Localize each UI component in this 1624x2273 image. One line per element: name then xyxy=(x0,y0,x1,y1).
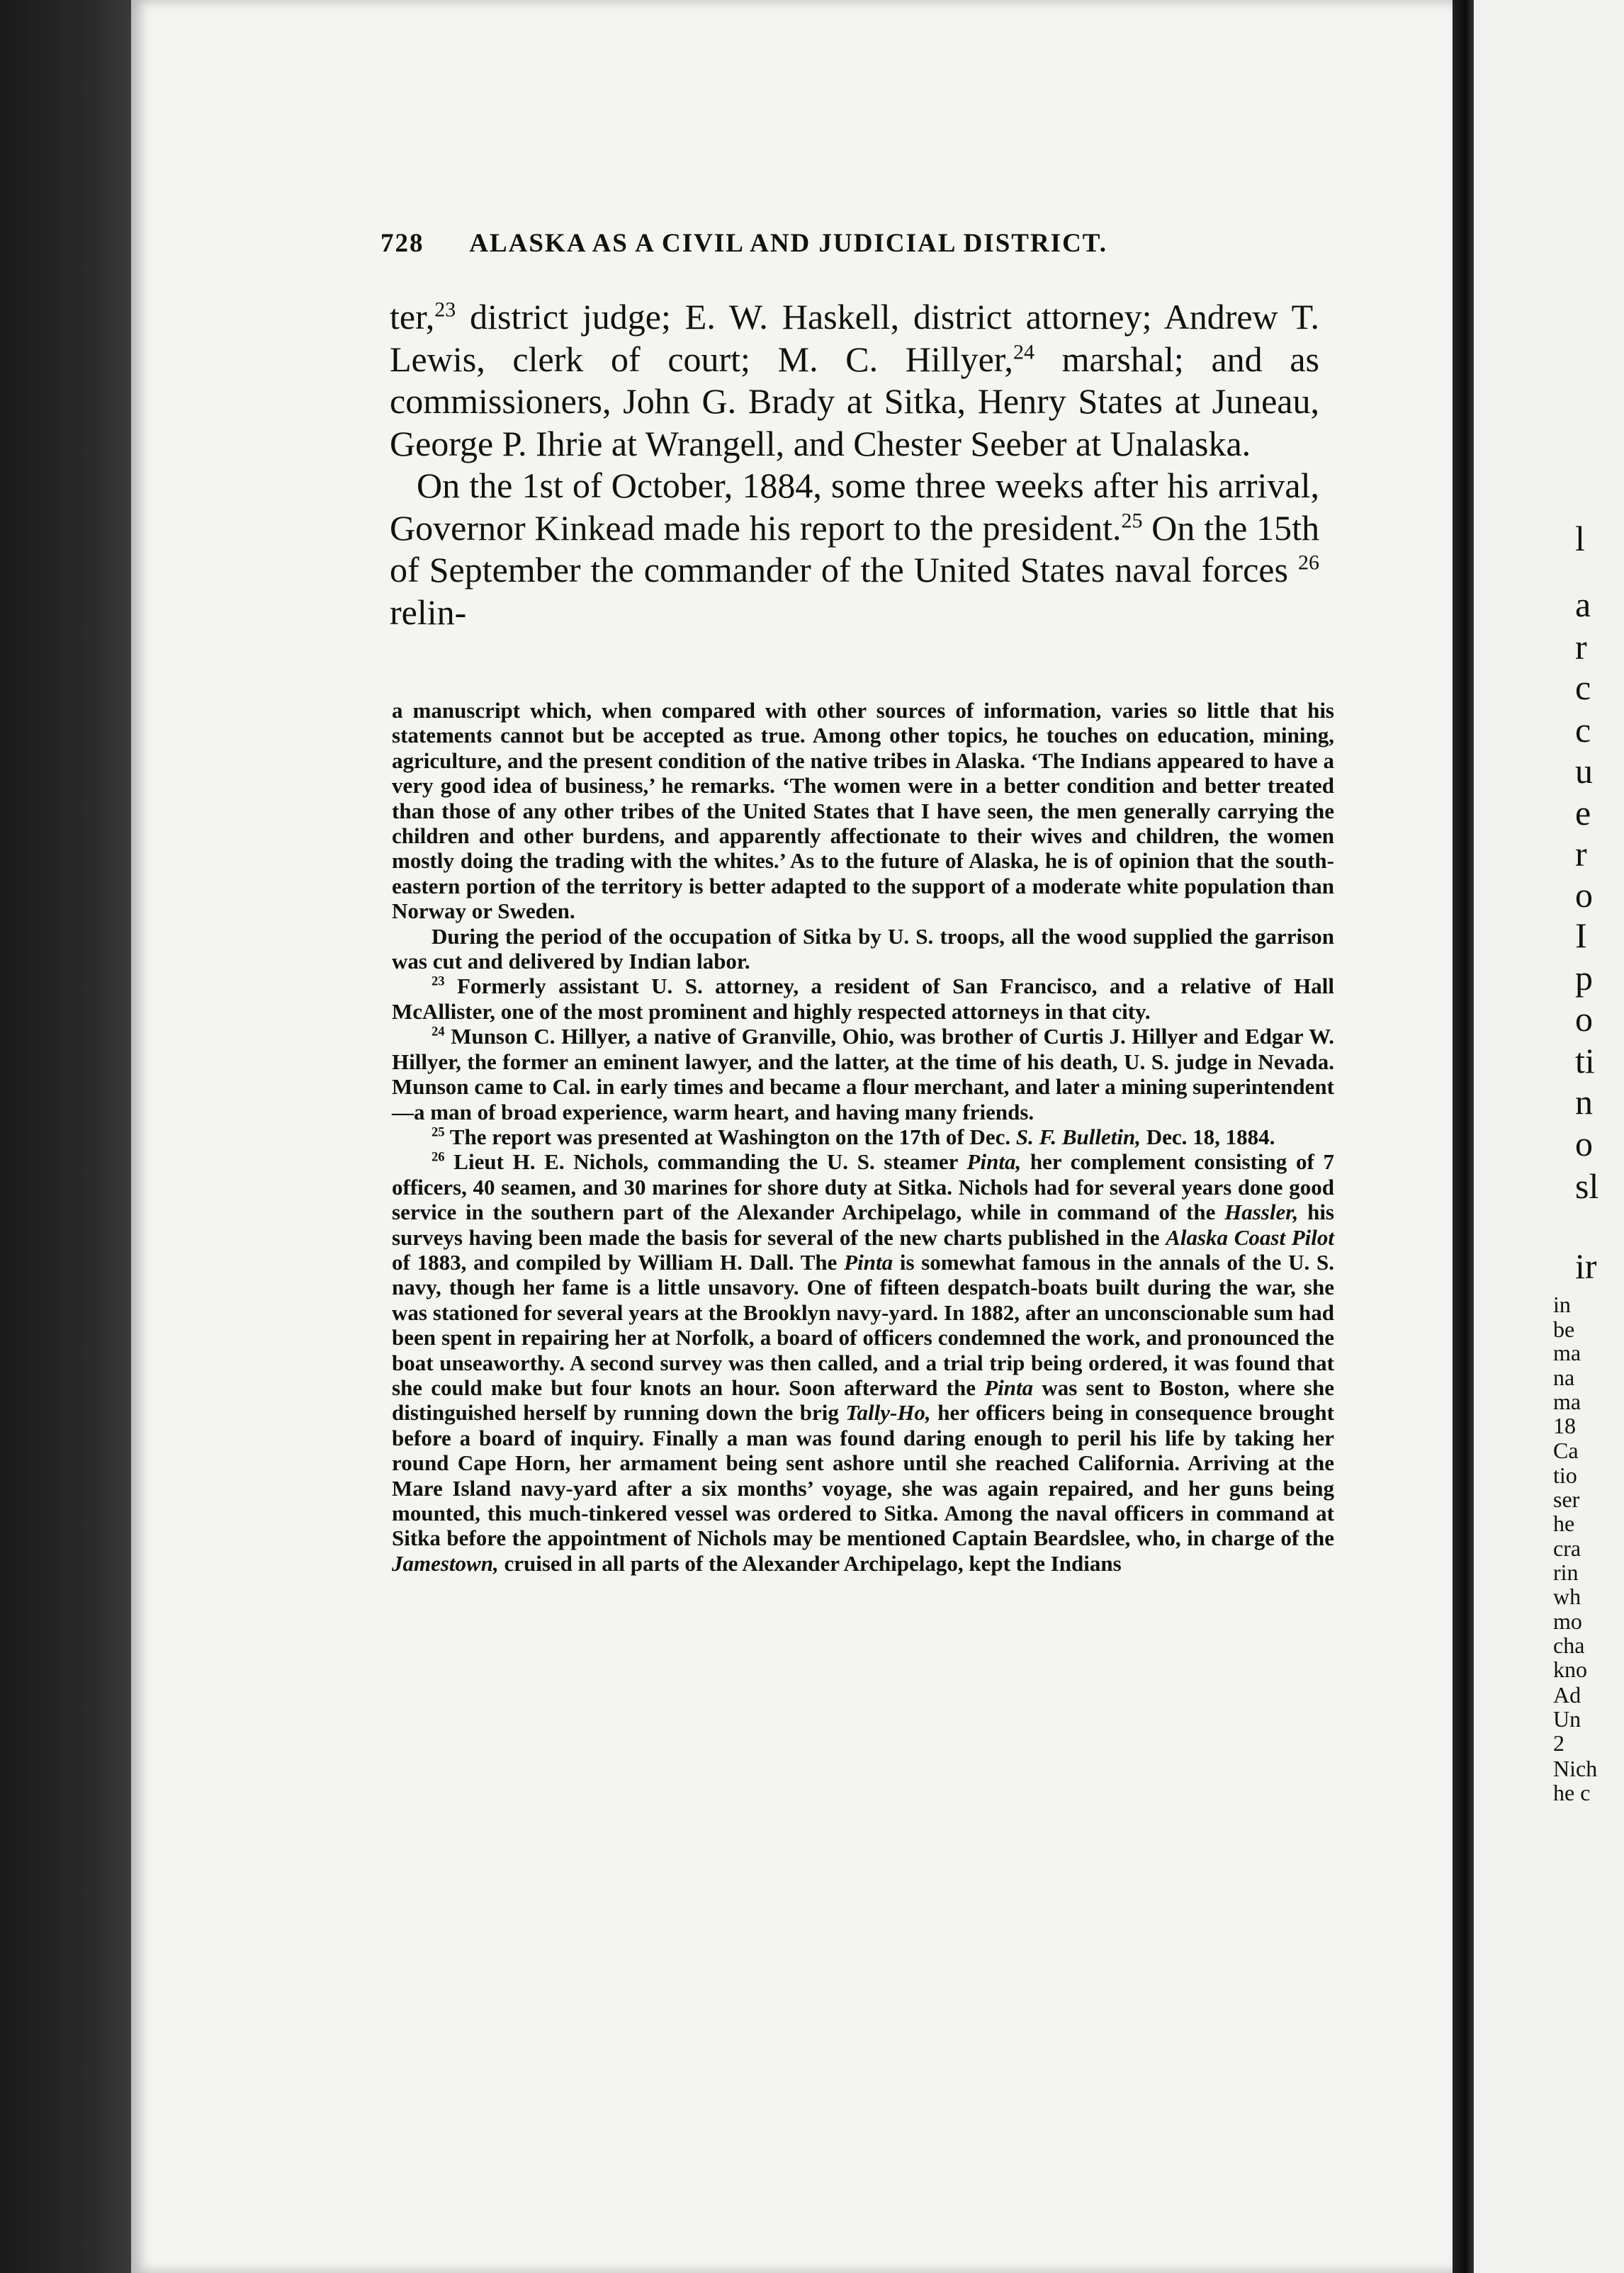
facing-page-fragment: I xyxy=(1575,915,1587,955)
facing-page-fragment: n xyxy=(1575,1082,1593,1122)
facing-page-fragment: rin xyxy=(1553,1559,1579,1585)
footnote-mark: 26 xyxy=(432,1149,445,1165)
facing-page-fragment: l xyxy=(1575,519,1585,558)
facing-page-fragment: tio xyxy=(1553,1462,1577,1488)
facing-page-edge xyxy=(1474,0,1624,2273)
text-run: was sent to Boston, where she distinguished herself by running down the brig xyxy=(392,1375,1334,1426)
facing-page-fragment: e xyxy=(1575,793,1591,833)
text-run: Lieut H. E. Nichols, commanding the U. S. steamer xyxy=(444,1149,967,1175)
facing-page-fragment: ma xyxy=(1553,1389,1581,1414)
text-run: her officers being in consequence brought before a board of inquiry. Finally a man was found daring enough to peril his life by taking her round Cape Horn, her armament being sent ashore until she reached California. Arriving at the Mare Island navy-yard after a six months’ voyage, she was again repaired, and her guns being mounted, this much-tinkered vessel was ordered to Sitka. Among the naval officers in command at Sitka before the appointment of Nichols may be mentioned Captain Beardslee, who, in charge of the xyxy=(392,1400,1334,1551)
facing-page-fragment: sl xyxy=(1575,1166,1599,1206)
text-run: relin- xyxy=(390,592,467,632)
italic-run: Pinta xyxy=(984,1375,1034,1400)
facing-page-fragment: be xyxy=(1553,1316,1575,1342)
running-title: ALASKA AS A CIVIL AND JUDICIAL DISTRICT. xyxy=(469,229,1107,258)
text-run: is somewhat famous in the annals of the U. S. navy, though her fame is a little unsavory. One of fifteen despatch-boats built during the war, she was stationed for several years at the Brooklyn navy-yard. In 1882, after an unconscionable sum had been spent in repairing her at Norfolk, a board of officers condemned the work, and pronounced the boat unseaworthy. A second survey was then called, and a trial trip being ordered, it was found that she could make but four knots an hour. Soon afterward the xyxy=(392,1249,1334,1400)
italic-run: Jamestown, xyxy=(392,1550,499,1576)
text-run: cruised in all parts of the Alexander Archipelago, kept the Indians xyxy=(498,1550,1122,1576)
facing-page-fragment: cha xyxy=(1553,1632,1585,1658)
facing-page-fragment: in xyxy=(1553,1292,1571,1317)
facing-page-fragment: Nich xyxy=(1553,1756,1598,1781)
footnote-ref: 24 xyxy=(1013,339,1034,363)
footnote-continuation: a manuscript which, when compared with other sources of information, varies so little that his statements cannot but be accepted as true. Among other topics, he touches on education, mining, agriculture, and the present condition of the native tribes in Alaska. ‘The Indians appeared to have a very good idea of business,’ he remarks. ‘The women were in a better condition and better treated than those of any other tribes of the United States that I have seen, the men generally carrying the children and other burdens, and apparently affectionate to their wives and children, the women mostly doing the trading with the whites.’ As to the future of Alaska, he is of opinion that the south-eastern portion of the territory is better adapted to the support of a moderate white population than Norway or Sweden. xyxy=(392,698,1334,924)
text-run: ter, xyxy=(390,297,435,337)
main-text xyxy=(390,296,1319,633)
facing-page-fragment: Ad xyxy=(1553,1682,1581,1708)
footnotes xyxy=(392,698,1334,1576)
text-run: his surveys having been made the basis for several of the new charts published in the xyxy=(392,1200,1334,1250)
text-run: On the 1st of October, 1884, some three weeks after his arrival, Governor Kinkead made his report to the president. xyxy=(390,466,1319,548)
italic-run: Pinta xyxy=(844,1249,893,1275)
facing-page-fragment: c xyxy=(1575,710,1591,750)
italic-run: Alaska Coast Pilot xyxy=(1166,1224,1334,1250)
italic-run: Pinta, xyxy=(966,1149,1022,1175)
footnote-23 xyxy=(392,974,1334,1024)
facing-page-fragment: u xyxy=(1575,751,1593,791)
facing-page-fragment: ser xyxy=(1553,1487,1580,1512)
facing-page-fragment: he c xyxy=(1553,1780,1591,1805)
facing-page-fragment: mo xyxy=(1553,1608,1582,1634)
text-run: Munson C. Hillyer, a native of Granville, Ohio, was brother of Curtis J. Hillyer and Edgar W. Hillyer, the former an eminent lawyer, and the latter, at the time of his death, U. S. judge in Nevada. Munson came to Cal. in early times and became a flour merchant, and later a mining superintendent—a man of broad experience, warm heart, and having many friends. xyxy=(392,1024,1334,1124)
facing-page-fragment: 18 xyxy=(1553,1413,1576,1438)
text-run: The report was presented at Washington on the 17th of Dec. xyxy=(444,1124,1016,1149)
footnote-24 xyxy=(392,1024,1334,1124)
footnote-continuation: During the period of the occupation of Sitka by U. S. troops, all the wood supplied the garrison was cut and delivered by Indian labor. xyxy=(392,923,1334,974)
footnote-mark: 25 xyxy=(432,1124,445,1140)
body-paragraph xyxy=(390,296,1319,465)
facing-page-fragment: 2 xyxy=(1553,1730,1564,1756)
scan-left-border xyxy=(0,0,131,2273)
text-run: Formerly assistant U. S. attorney, a resident of San Francisco, and a relative of Hall McAllister, one of the most prominent and highly respected attorneys in that city. xyxy=(392,974,1334,1024)
facing-page-fragment: a xyxy=(1575,585,1591,624)
text-run: Dec. 18, 1884. xyxy=(1140,1124,1275,1149)
facing-page-fragment: he xyxy=(1553,1511,1575,1536)
book-gutter xyxy=(1453,0,1474,2273)
facing-page-fragment: o xyxy=(1575,1124,1593,1163)
footnote-ref: 23 xyxy=(434,298,456,322)
footnote-25 xyxy=(392,1124,1334,1149)
text-run: district judge; E. W. Haskell, district attorney; Andrew T. Lewis, clerk of court; M. C. Hillyer, xyxy=(390,297,1319,379)
facing-page-fragment: r xyxy=(1575,834,1587,874)
italic-run: S. F. Bulletin, xyxy=(1015,1124,1141,1149)
facing-page-fragment: p xyxy=(1575,958,1593,998)
page-number: 728 xyxy=(380,229,424,258)
footnote-mark: 23 xyxy=(432,974,445,990)
facing-page-fragment: ti xyxy=(1575,1041,1595,1081)
facing-page-fragment: Ca xyxy=(1553,1438,1579,1463)
body-paragraph xyxy=(390,465,1319,633)
text-run: her complement consisting of 7 officers, 40 seamen, and 30 marines for shore duty at Sitka. Nichols had for several years done good service in the southern part of the Alexander Archipelago, while in command of the xyxy=(392,1149,1334,1225)
facing-page-fragment: kno xyxy=(1553,1657,1587,1682)
footnote-26 xyxy=(392,1149,1334,1576)
facing-page-fragment: wh xyxy=(1553,1584,1581,1609)
facing-page-fragment: ir xyxy=(1575,1246,1597,1286)
running-header xyxy=(380,228,1337,259)
facing-page-fragment: cra xyxy=(1553,1535,1581,1561)
footnote-ref: 26 xyxy=(1298,551,1319,575)
footnote-mark: 24 xyxy=(432,1024,445,1039)
facing-page-fragment: o xyxy=(1575,999,1593,1039)
italic-run: Tally-Ho, xyxy=(845,1400,931,1426)
facing-page-fragment: c xyxy=(1575,667,1591,707)
text-run: of 1883, and compiled by William H. Dall. The xyxy=(392,1249,845,1275)
italic-run: Hassler, xyxy=(1224,1200,1299,1225)
footnote-ref: 25 xyxy=(1121,508,1143,532)
text-run: marshal; and as commissioners, John G. Brady at Sitka, Henry States at Juneau, George P. Ihrie at Wrangell, and Chester Seeber at Unalaska. xyxy=(390,339,1320,463)
text-run: On the 15th of September the commander of the United States naval forces xyxy=(390,507,1319,590)
facing-page-fragment: r xyxy=(1575,627,1587,667)
facing-page-fragment: na xyxy=(1553,1365,1575,1390)
facing-page-fragment: Un xyxy=(1553,1706,1581,1732)
facing-page-fragment: o xyxy=(1575,875,1593,915)
facing-page-fragment: ma xyxy=(1553,1340,1581,1365)
